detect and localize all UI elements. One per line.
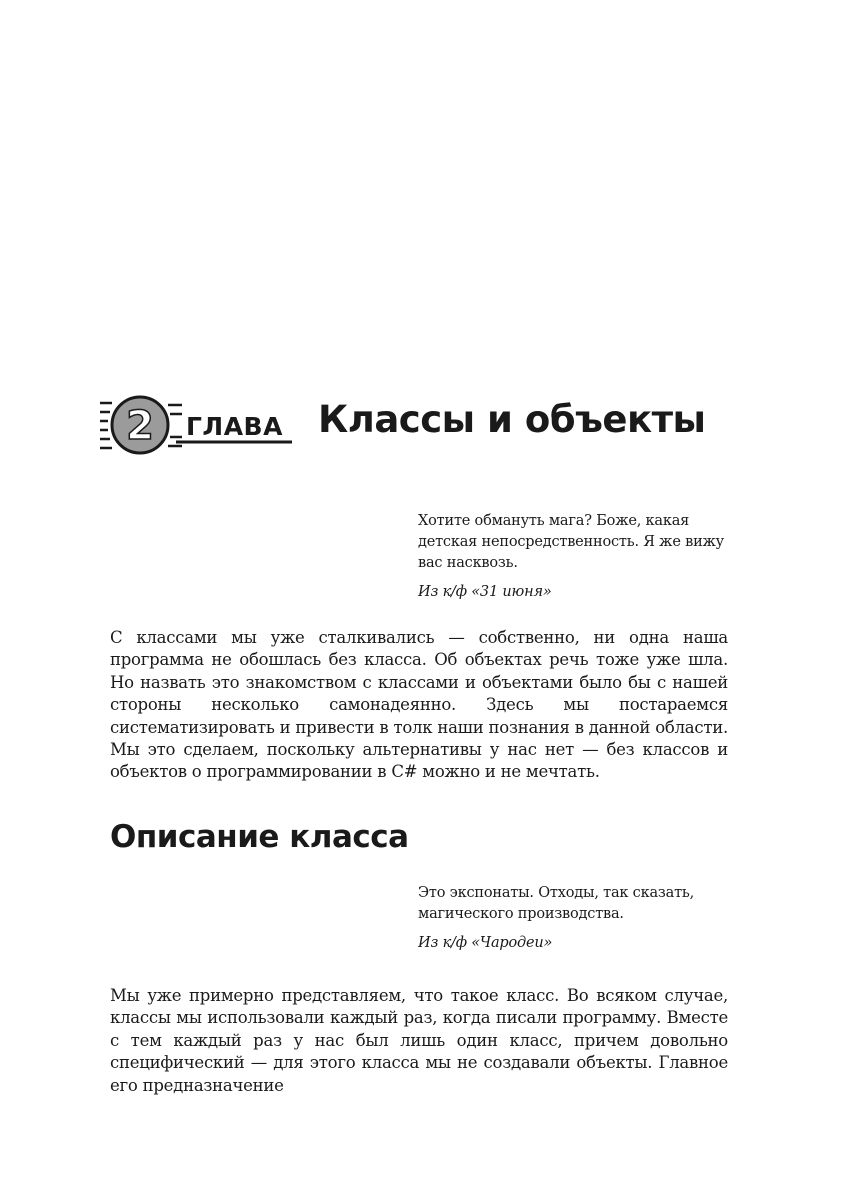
epigraph-source: Из к/ф «Чародеи» [418, 935, 553, 951]
epigraph-source: Из к/ф «31 июня» [418, 584, 552, 600]
chapter-title: Классы и объекты [318, 398, 706, 441]
chapter-number: 2 [126, 403, 154, 449]
body-paragraph: Мы уже примерно представляем, что такое класс. Во всяком случае, классы мы использовали каждый раз, когда писали программу. Вместе с тем каждый раз у нас был лишь один класс, причем довольно специфический — для этого класса мы не создавали объекты. Главное его предназначение [110, 986, 728, 1095]
epigraph [418, 511, 748, 603]
body-paragraph: С классами мы уже сталкивались — собственно, ни одна наша программа не обошлась без класса. Об объектах речь тоже уже шла. Но назвать это знакомством с классами и объектами было бы с нашей стороны несколько самонадеянно. Здесь мы постараемся систематизировать и привести в толк наши познания в данной области. Мы это сделаем, поскольку альтернативы у нас нет — без классов и объектов о программировании в C# можно и не мечтать. [110, 628, 728, 782]
chapter-label: ГЛАВА [186, 412, 283, 441]
epigraph-quote: Это экспонаты. Отходы, так сказать, магического производства. [418, 885, 694, 922]
section-heading: Описание класса [110, 819, 409, 855]
epigraph-quote: Хотите обмануть мага? Боже, какая детская непосредственность. Я же вижу вас насквозь. [418, 513, 725, 571]
chapter-badge [98, 390, 298, 460]
epigraph [418, 883, 748, 954]
